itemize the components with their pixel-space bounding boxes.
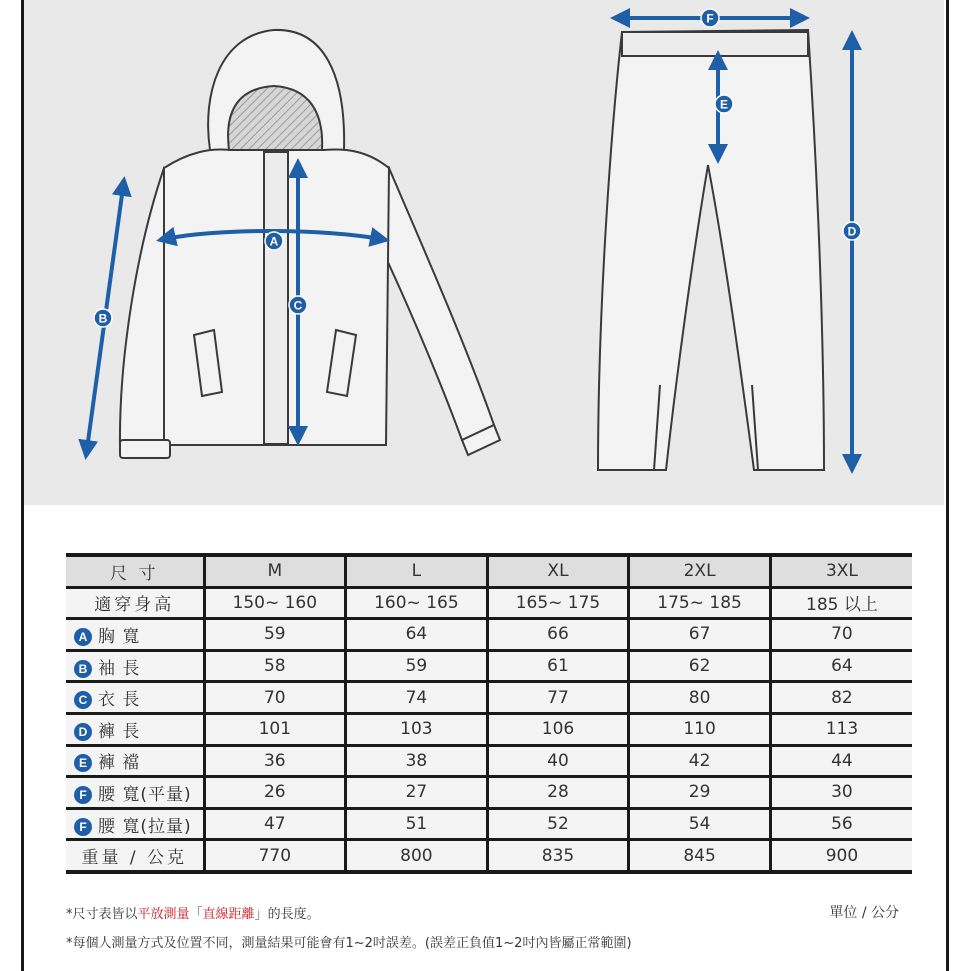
header-size-2xl: 2XL (629, 555, 771, 587)
table-cell: 101 (204, 713, 346, 745)
table-cell: 74 (346, 682, 488, 714)
table-cell: 51 (346, 808, 488, 840)
garment-diagram (24, 0, 944, 505)
pants-drawing (598, 30, 824, 470)
table-cell: 54 (629, 808, 771, 840)
label-f-badge (701, 9, 719, 27)
table-cell: 80 (629, 682, 771, 714)
table-cell: 29 (629, 777, 771, 809)
note-highlight-straight: 直線距離 (202, 907, 255, 922)
table-row (66, 650, 912, 682)
header-size-l: L (346, 555, 488, 587)
table-cell: 800 (346, 840, 488, 872)
table-cell: 103 (346, 713, 488, 745)
header-size-3xl: 3XL (770, 555, 912, 587)
table-row (66, 619, 912, 651)
note-suffix: 」的長度。 (254, 907, 320, 922)
note-highlight-flat: 平放測量 (137, 907, 190, 922)
table-cell: 26 (204, 777, 346, 809)
measurement-note (66, 903, 320, 922)
table-header-row (66, 555, 912, 587)
table-cell: 40 (487, 745, 629, 777)
row-label (66, 777, 204, 809)
header-size-m: M (204, 555, 346, 587)
table-cell: 66 (487, 619, 629, 651)
table-cell: 64 (770, 650, 912, 682)
size-chart-table (66, 553, 912, 874)
row-label-text: 腰 寬(平量) (98, 784, 192, 805)
label-e-badge (715, 95, 733, 113)
row-label-text: 袖 長 (98, 658, 141, 679)
table-cell: 70 (204, 682, 346, 714)
table-cell: 185 以上 (770, 587, 912, 619)
unit-label: 單位 / 公分 (829, 905, 899, 921)
table-cell: 56 (770, 808, 912, 840)
row-label: 適穿身高 (66, 587, 204, 619)
table-cell: 44 (770, 745, 912, 777)
row-label (66, 682, 204, 714)
table-cell: 52 (487, 808, 629, 840)
measure-badge: A (74, 628, 92, 646)
table-cell: 77 (487, 682, 629, 714)
row-label-text: 腰 寬(拉量) (98, 816, 192, 837)
row-label (66, 619, 204, 651)
row-label: 重量 / 公克 (66, 840, 204, 872)
table-cell: 835 (487, 840, 629, 872)
table-cell: 59 (204, 619, 346, 651)
header-size-label: 尺 寸 (66, 555, 204, 587)
table-cell: 70 (770, 619, 912, 651)
table-row (66, 587, 912, 619)
label-b-badge (94, 309, 112, 327)
table-cell: 38 (346, 745, 488, 777)
table-cell: 27 (346, 777, 488, 809)
table-row (66, 713, 912, 745)
table-row (66, 682, 912, 714)
row-label-text: 衣 長 (98, 690, 141, 711)
row-label-text: 褲 長 (98, 721, 141, 742)
svg-text:D: D (847, 224, 857, 239)
row-label (66, 745, 204, 777)
table-cell: 165~ 175 (487, 587, 629, 619)
table-cell: 42 (629, 745, 771, 777)
table-cell: 36 (204, 745, 346, 777)
svg-text:E: E (719, 97, 729, 112)
row-label-text: 褲 襠 (98, 753, 141, 774)
table-cell: 160~ 165 (346, 587, 488, 619)
right-frame-line (946, 0, 949, 971)
row-label (66, 650, 204, 682)
table-cell: 82 (770, 682, 912, 714)
measure-badge: F (74, 786, 92, 804)
table-cell: 58 (204, 650, 346, 682)
header-size-xl: XL (487, 555, 629, 587)
table-cell: 47 (204, 808, 346, 840)
table-cell: 113 (770, 713, 912, 745)
table-cell: 175~ 185 (629, 587, 771, 619)
measure-badge: C (74, 691, 92, 709)
table-cell: 64 (346, 619, 488, 651)
table-row (66, 777, 912, 809)
svg-text:B: B (98, 311, 108, 326)
table-cell: 845 (629, 840, 771, 872)
svg-text:A: A (269, 234, 279, 249)
table-cell: 30 (770, 777, 912, 809)
note-prefix: *尺寸表皆以 (66, 907, 138, 922)
table-cell: 150~ 160 (204, 587, 346, 619)
table-row (66, 840, 912, 872)
row-label-text: 胸 寬 (98, 626, 141, 647)
label-d-badge (843, 222, 861, 240)
table-cell: 110 (629, 713, 771, 745)
table-cell: 67 (629, 619, 771, 651)
label-a-badge (265, 232, 283, 250)
table-cell: 62 (629, 650, 771, 682)
table-row (66, 808, 912, 840)
svg-text:C: C (293, 298, 303, 313)
tolerance-note: *每個人測量方式及位置不同，測量結果可能會有1~2吋誤差。(誤差正負值1~2吋內皆屬正常範圍) (66, 936, 632, 951)
table-cell: 900 (770, 840, 912, 872)
row-label (66, 713, 204, 745)
measure-badge: F (74, 818, 92, 836)
table-cell: 106 (487, 713, 629, 745)
table-row (66, 745, 912, 777)
table-cell: 770 (204, 840, 346, 872)
svg-text:F: F (706, 11, 714, 26)
table-cell: 61 (487, 650, 629, 682)
label-c-badge (289, 296, 307, 314)
measure-badge: B (74, 660, 92, 678)
measure-badge: E (74, 754, 92, 772)
row-label (66, 808, 204, 840)
jacket-drawing (120, 30, 500, 458)
table-cell: 28 (487, 777, 629, 809)
measure-badge: D (74, 723, 92, 741)
note-bracket-open: 「 (189, 907, 203, 922)
table-cell: 59 (346, 650, 488, 682)
